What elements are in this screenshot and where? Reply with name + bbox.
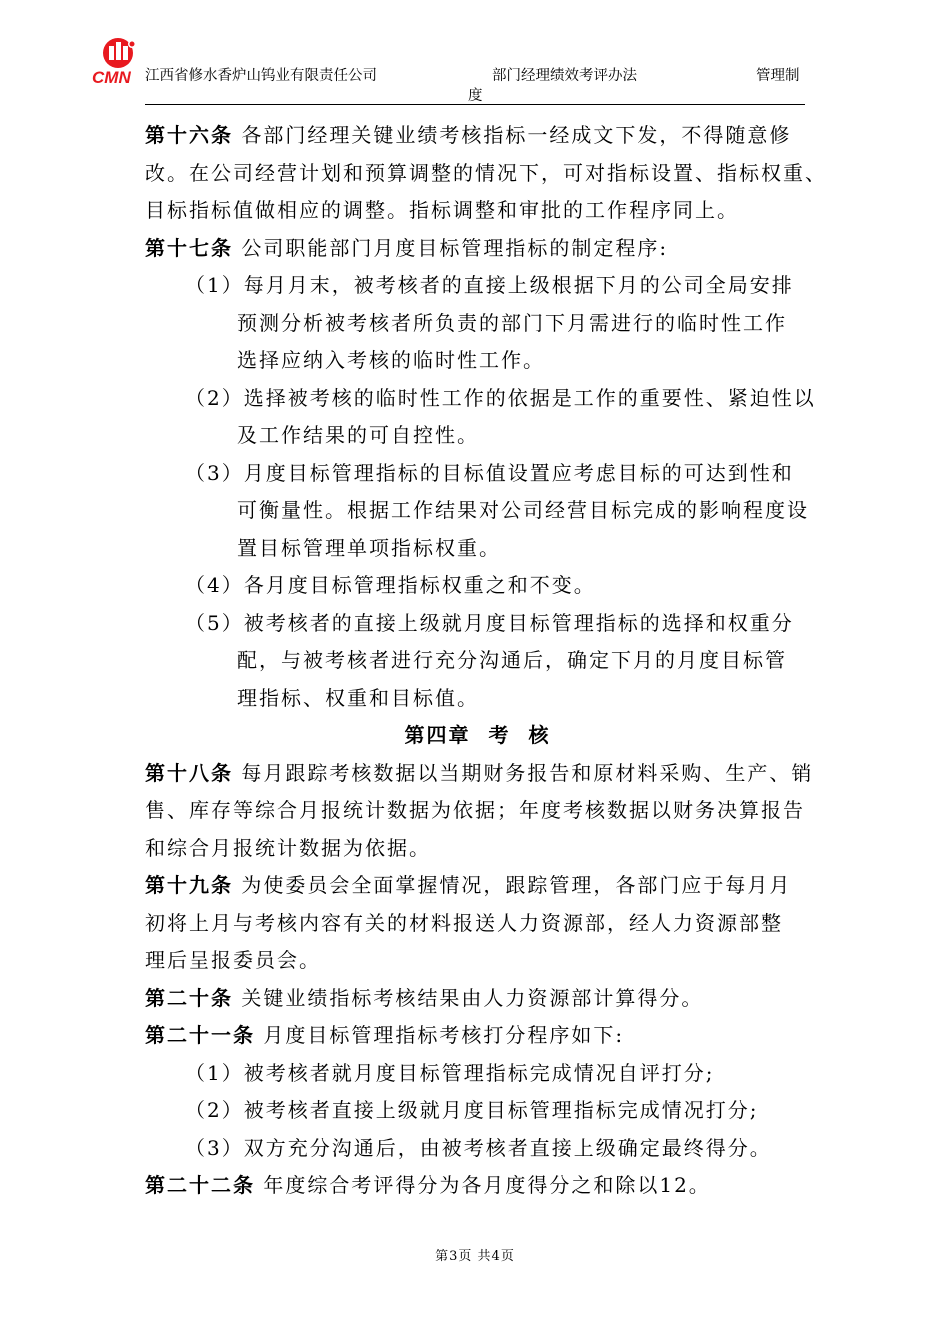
article-19-line-3: 理后呈报委员会。	[145, 948, 321, 972]
article-heading: 第十六条	[145, 123, 233, 147]
article-21-line-1	[145, 1017, 810, 1055]
article-text: 年度综合考评得分为各月度得分之和除以12。	[263, 1173, 711, 1197]
list-item	[145, 267, 810, 305]
list-text: 月度目标管理指标的目标值设置应考虑目标的可达到性和	[243, 460, 794, 485]
header-rule	[145, 104, 805, 105]
chapter-title	[145, 717, 810, 755]
list-text: 各月度目标管理指标权重之和不变。	[243, 573, 596, 597]
page-number: 第3页 共4页	[435, 1249, 515, 1264]
list-item-cont: 配，与被考核者进行充分沟通后，确定下月的月度目标管	[237, 648, 787, 672]
article-heading: 第十九条	[145, 873, 233, 897]
list-number: （1）	[185, 273, 244, 297]
article-18-line-3: 和综合月报统计数据为依据。	[145, 835, 431, 860]
article-16-line-1	[145, 117, 810, 155]
list-number: （3）	[185, 460, 244, 485]
list-item: （3）双方充分沟通后，由被考核者直接上级确定最终得分。	[185, 1135, 772, 1160]
list-item	[145, 605, 810, 643]
list-number: （5）	[185, 610, 244, 635]
list-text: 每月月末，被考核者的直接上级根据下月的公司全局安排	[243, 273, 794, 297]
list-item-cont: 及工作结果的可自控性。	[237, 423, 479, 447]
chapter-name-2: 核	[528, 723, 551, 747]
list-number: （2）	[185, 385, 244, 410]
list-item-cont: 可衡量性。根据工作结果对公司经营目标完成的影响程度设	[237, 498, 809, 522]
list-item: （2）被考核者直接上级就月度目标管理指标完成情况打分;	[185, 1098, 759, 1122]
article-text: 公司职能部门月度目标管理指标的制定程序:	[241, 235, 669, 260]
list-item-cont: 理指标、权重和目标值。	[237, 685, 479, 710]
header-category: 管理制	[756, 68, 800, 84]
article-text: 各部门经理关键业绩考核指标一经成文下发，不得随意修	[241, 123, 792, 147]
list-number: （4）	[185, 573, 244, 597]
article-heading: 第二十一条	[145, 1023, 255, 1047]
list-item-cont: 选择应纳入考核的临时性工作。	[237, 348, 545, 372]
article-19-line-1	[145, 867, 810, 905]
article-19-line-2: 初将上月与考核内容有关的材料报送人力资源部，经人力资源部整	[145, 910, 783, 935]
list-item: （1）被考核者就月度目标管理指标完成情况自评打分;	[185, 1060, 715, 1085]
article-heading: 第十七条	[145, 235, 233, 260]
chapter-name-1: 考	[488, 723, 511, 747]
article-17-line-1	[145, 230, 810, 268]
document-body	[145, 117, 827, 1205]
list-text: 选择被考核的临时性工作的依据是工作的重要性、紧迫性以	[243, 385, 816, 410]
article-heading: 第十八条	[145, 760, 233, 785]
article-text: 关键业绩指标考核结果由人力资源部计算得分。	[241, 985, 704, 1010]
header-company: 江西省修水香炉山钨业有限责任公司	[145, 68, 377, 84]
list-item-cont: 预测分析被考核者所负责的部门下月需进行的临时性工作	[237, 310, 787, 335]
article-16-line-2: 改。在公司经营计划和预算调整的情况下，可对指标设置、指标权重、	[145, 160, 827, 185]
article-heading: 第二十条	[145, 985, 233, 1010]
article-text: 月度目标管理指标考核打分程序如下:	[263, 1023, 625, 1047]
article-22-line-1	[145, 1167, 810, 1205]
article-20-line-1	[145, 980, 810, 1018]
list-text: 被考核者的直接上级就月度目标管理指标的选择和权重分	[243, 610, 794, 635]
list-item	[145, 380, 816, 418]
company-logo	[92, 36, 148, 88]
header-doc-title: 部门经理绩效考评办法	[492, 68, 637, 84]
article-18-line-2: 售、库存等综合月报统计数据为依据；年度考核数据以财务决算报告	[145, 798, 805, 822]
header-category-wrap: 度	[468, 88, 483, 104]
list-item	[145, 567, 810, 605]
list-item	[145, 455, 810, 493]
chapter-number: 第四章	[404, 723, 471, 747]
article-16-line-3: 目标指标值做相应的调整。指标调整和审批的工作程序同上。	[145, 198, 739, 222]
article-text: 为使委员会全面掌握情况，跟踪管理，各部门应于每月月	[241, 873, 792, 897]
article-18-line-1	[145, 755, 814, 793]
article-text: 每月跟踪考核数据以当期财务报告和原材料采购、生产、销	[241, 760, 814, 785]
logo-text: CMN	[92, 68, 131, 87]
list-item-cont: 置目标管理单项指标权重。	[237, 535, 501, 560]
article-heading: 第二十二条	[145, 1173, 255, 1197]
